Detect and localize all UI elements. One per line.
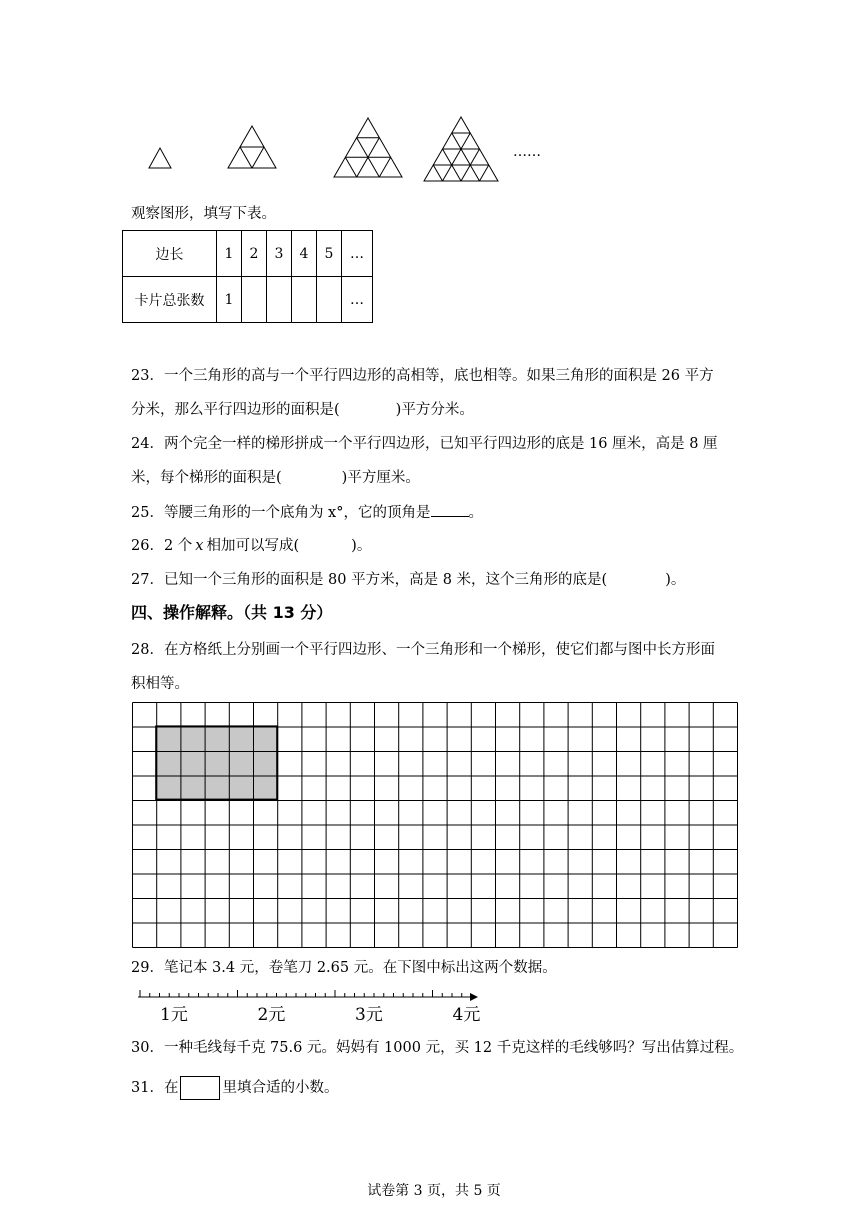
question-23-line1: 23．一个三角形的高与一个平行四边形的高相等，底也相等。如果三角形的面积是 26 平方 [131, 368, 714, 384]
triangle-pattern-figure [140, 110, 560, 190]
question-30: 30．一种毛线每千克 75.6 元。妈妈有 1000 元，买 12 千克这样的毛线够吗？写出估算过程。 [131, 1040, 744, 1056]
number-line-label: 4元 [452, 1005, 481, 1025]
table-row2-label: 卡片总张数 [123, 277, 217, 323]
answer-box[interactable] [180, 1076, 220, 1100]
answer-blank[interactable] [431, 502, 469, 517]
table-cell: 1 [217, 231, 242, 277]
table-cell: 5 [317, 231, 342, 277]
table-cell: 1 [217, 277, 242, 323]
page-footer: 试卷第 3 页，共 5 页 [367, 1183, 501, 1199]
grid-paper[interactable] [132, 702, 738, 948]
table-cell: 4 [292, 231, 317, 277]
table-row1-label: 边长 [123, 231, 217, 277]
continuation-dots: …… [513, 144, 541, 160]
table-answer-cell[interactable] [242, 277, 267, 323]
table-cell: 2 [242, 231, 267, 277]
observation-table [122, 230, 373, 323]
question-26: 26．2 个 x 相加可以写成( )。 [131, 538, 372, 554]
section-4-heading: 四、操作解释。（共 13 分） [131, 603, 333, 622]
shaded-rectangle [156, 726, 277, 799]
question-28-line1: 28．在方格纸上分别画一个平行四边形、一个三角形和一个梯形，使它们都与图中长方形面 [131, 642, 715, 658]
question-29: 29．笔记本 3.4 元，卷笔刀 2.65 元。在下图中标出这两个数据。 [131, 960, 557, 976]
table-answer-cell[interactable] [292, 277, 317, 323]
table-answer-cell[interactable] [267, 277, 292, 323]
number-line[interactable] [132, 986, 482, 1026]
observe-instruction: 观察图形，填写下表。 [131, 206, 276, 222]
number-line-label: 2元 [257, 1005, 286, 1025]
number-line-label: 3元 [355, 1005, 383, 1025]
question-31: 31．在 里填合适的小数。 [131, 1076, 338, 1100]
question-24-line2: 米，每个梯形的面积是( )平方厘米。 [131, 470, 420, 486]
number-line-label: 1元 [160, 1005, 188, 1025]
question-27: 27．已知一个三角形的面积是 80 平方米，高是 8 米，这个三角形的底是( )。 [131, 572, 686, 588]
question-28-line2: 积相等。 [131, 676, 189, 692]
question-24-line1: 24．两个完全一样的梯形拼成一个平行四边形，已知平行四边形的底是 16 厘米，高是 8 厘 [131, 436, 718, 452]
question-25: 25．等腰三角形的一个底角为 x°，它的顶角是 。 [131, 502, 483, 523]
question-23-line2: 分米，那么平行四边形的面积是( )平方分米。 [131, 402, 474, 418]
table-cell: … [342, 231, 373, 277]
table-answer-cell[interactable] [317, 277, 342, 323]
table-cell: 3 [267, 231, 292, 277]
table-cell: … [342, 277, 373, 323]
